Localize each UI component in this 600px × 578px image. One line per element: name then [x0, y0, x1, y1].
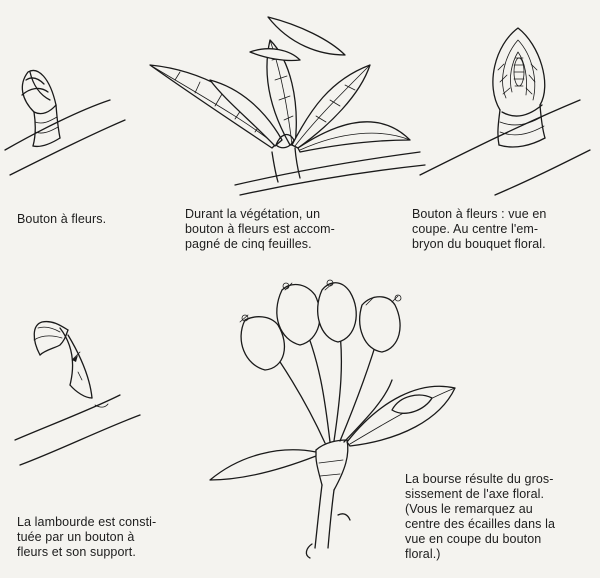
figure-bud-with-leaves — [150, 17, 425, 195]
figure-flower-bud — [5, 70, 125, 175]
caption-bourse: La bourse résulte du gros- sissement de l'axe floral. (Vous le remarquez au centre des écailles dans la vue en coupe du bouton floral.) — [405, 472, 556, 561]
figure-bud-section — [420, 28, 590, 195]
caption-lambourde: La lambourde est consti- tuée par un bouton à fleurs et son support. — [17, 515, 157, 559]
figure-lambourde — [15, 322, 140, 465]
caption-flower-bud: Bouton à fleurs. — [17, 212, 107, 226]
caption-vegetation: Durant la végétation, un bouton à fleurs est accom- pagné de cinq feuilles. — [185, 207, 335, 251]
caption-bud-section: Bouton à fleurs : vue en coupe. Au centre l'em- bryon du bouquet floral. — [412, 207, 547, 251]
